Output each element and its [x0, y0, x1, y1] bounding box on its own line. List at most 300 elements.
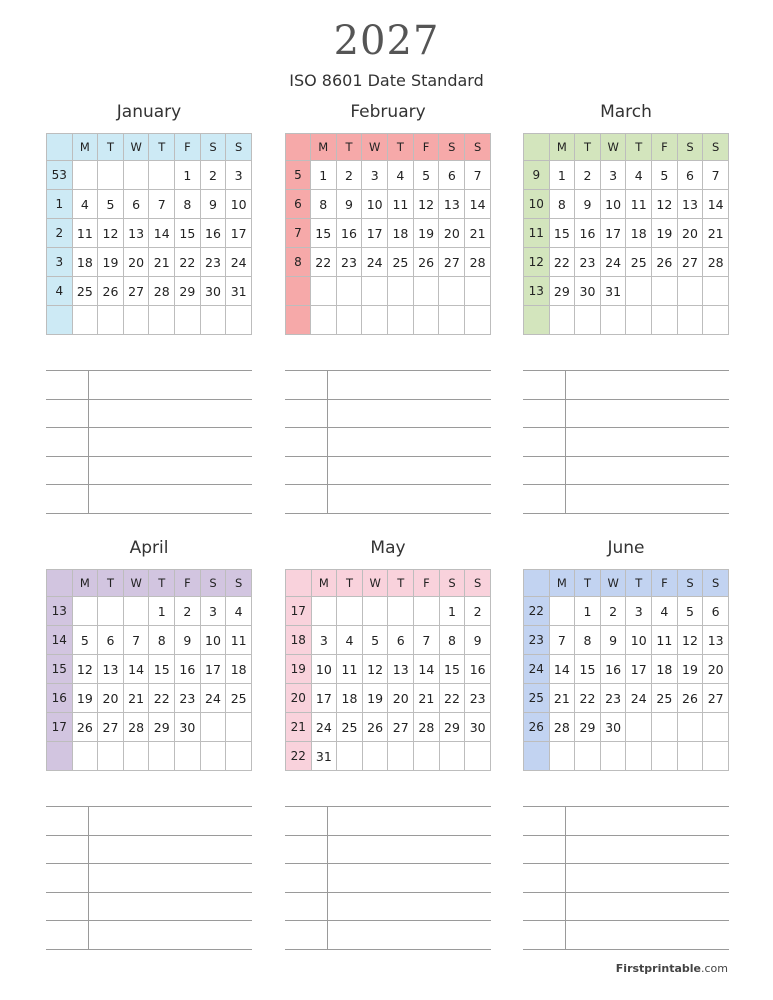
day-cell: 11 — [388, 190, 414, 219]
weekday-header: T — [388, 134, 414, 161]
note-line — [523, 806, 729, 807]
day-cell: 2 — [175, 597, 201, 626]
day-cell: 23 — [575, 248, 601, 277]
day-cell: 14 — [465, 190, 491, 219]
day-cell: 15 — [575, 655, 601, 684]
day-cell: 26 — [98, 277, 124, 306]
week-number: 53 — [47, 161, 73, 190]
week-number: 11 — [524, 219, 550, 248]
week-number: 15 — [47, 655, 73, 684]
note-line — [523, 920, 729, 921]
week-row — [47, 655, 252, 684]
day-cell — [98, 742, 124, 771]
day-cell: 28 — [414, 713, 440, 742]
week-number — [524, 306, 550, 335]
day-cell: 29 — [575, 713, 601, 742]
note-line — [523, 484, 729, 485]
day-cell — [311, 597, 337, 626]
weekday-header: T — [337, 570, 363, 597]
note-line — [285, 863, 491, 864]
day-cell — [149, 742, 175, 771]
weekday-header: T — [626, 570, 652, 597]
month-grid — [523, 569, 729, 771]
day-cell: 28 — [123, 713, 149, 742]
day-cell: 4 — [388, 161, 414, 190]
day-cell — [98, 161, 124, 190]
day-cell: 24 — [311, 713, 337, 742]
day-cell: 8 — [149, 626, 175, 655]
day-cell: 28 — [549, 713, 575, 742]
day-cell — [626, 306, 652, 335]
week-number: 2 — [47, 219, 73, 248]
week-row — [286, 742, 491, 771]
day-cell: 15 — [549, 219, 575, 248]
weekday-header: W — [362, 134, 388, 161]
day-cell: 23 — [465, 684, 491, 713]
note-line — [285, 513, 491, 514]
day-cell: 19 — [72, 684, 98, 713]
week-number: 1 — [47, 190, 73, 219]
day-cell: 11 — [626, 190, 652, 219]
day-cell: 23 — [336, 248, 362, 277]
day-cell: 13 — [388, 655, 414, 684]
day-cell — [413, 306, 439, 335]
day-cell — [362, 277, 388, 306]
week-number: 13 — [47, 597, 73, 626]
day-cell — [388, 277, 414, 306]
week-row — [286, 277, 491, 306]
day-cell — [677, 306, 703, 335]
week-row — [524, 190, 729, 219]
day-cell: 5 — [362, 626, 388, 655]
day-cell: 6 — [677, 161, 703, 190]
day-cell — [336, 277, 362, 306]
notes-lines — [46, 370, 252, 514]
week-row — [286, 306, 491, 335]
weekday-header: F — [652, 570, 678, 597]
day-cell — [98, 306, 124, 335]
week-row — [524, 248, 729, 277]
day-cell: 17 — [626, 655, 652, 684]
notes-lines — [285, 806, 491, 950]
day-cell: 6 — [703, 597, 729, 626]
day-cell — [123, 742, 149, 771]
day-cell: 10 — [600, 190, 626, 219]
week-number: 22 — [524, 597, 550, 626]
month-title: April — [129, 538, 169, 558]
day-cell — [549, 742, 575, 771]
day-cell: 7 — [703, 161, 729, 190]
month-grid — [46, 569, 252, 771]
week-number-corner — [286, 570, 312, 597]
note-line — [285, 835, 491, 836]
week-number: 21 — [286, 713, 312, 742]
note-line — [46, 513, 252, 514]
day-cell — [626, 713, 652, 742]
week-row — [47, 684, 252, 713]
note-line — [523, 949, 729, 950]
day-cell: 23 — [175, 684, 201, 713]
week-row — [524, 306, 729, 335]
note-line — [46, 892, 252, 893]
day-cell: 31 — [600, 277, 626, 306]
day-cell: 10 — [626, 626, 652, 655]
note-line — [46, 399, 252, 400]
week-row — [47, 742, 252, 771]
note-divider — [327, 806, 328, 949]
weekday-header: W — [362, 570, 388, 597]
day-cell: 16 — [175, 655, 201, 684]
day-cell — [362, 597, 388, 626]
day-cell: 7 — [149, 190, 175, 219]
day-cell — [549, 597, 575, 626]
day-cell: 22 — [575, 684, 601, 713]
note-line — [285, 399, 491, 400]
day-cell: 19 — [677, 655, 703, 684]
day-cell — [123, 306, 149, 335]
day-cell: 6 — [439, 161, 465, 190]
note-line — [285, 806, 491, 807]
weekday-header: S — [677, 570, 703, 597]
day-cell: 4 — [652, 597, 678, 626]
day-cell: 10 — [226, 190, 252, 219]
day-cell: 20 — [123, 248, 149, 277]
note-line — [46, 806, 252, 807]
week-number-corner — [47, 570, 73, 597]
note-line — [285, 892, 491, 893]
day-cell — [652, 742, 678, 771]
weekday-header: T — [149, 570, 175, 597]
weekday-header: W — [123, 134, 149, 161]
day-cell: 26 — [72, 713, 98, 742]
day-cell: 3 — [226, 161, 252, 190]
day-cell: 26 — [362, 713, 388, 742]
week-number: 13 — [524, 277, 550, 306]
day-cell — [310, 277, 336, 306]
day-cell — [465, 742, 491, 771]
day-cell: 30 — [575, 277, 601, 306]
day-cell: 5 — [677, 597, 703, 626]
day-cell: 5 — [413, 161, 439, 190]
weekday-header: M — [549, 570, 575, 597]
day-cell: 21 — [414, 684, 440, 713]
week-number-corner — [524, 134, 550, 161]
day-cell: 4 — [626, 161, 652, 190]
week-number: 26 — [524, 713, 550, 742]
day-cell — [123, 597, 149, 626]
day-cell — [200, 742, 226, 771]
week-row — [286, 597, 491, 626]
day-cell: 25 — [388, 248, 414, 277]
day-cell: 8 — [549, 190, 575, 219]
note-line — [46, 370, 252, 371]
day-cell: 21 — [149, 248, 175, 277]
weekday-header: F — [652, 134, 678, 161]
day-cell: 18 — [337, 684, 363, 713]
weekday-header: S — [200, 570, 226, 597]
day-cell: 20 — [703, 655, 729, 684]
day-cell: 20 — [677, 219, 703, 248]
day-cell — [465, 277, 491, 306]
day-cell: 2 — [465, 597, 491, 626]
day-cell — [72, 742, 98, 771]
day-cell — [439, 742, 465, 771]
day-cell — [549, 306, 575, 335]
weekday-header: T — [336, 134, 362, 161]
day-cell — [652, 713, 678, 742]
week-row — [47, 713, 252, 742]
weekday-header: S — [439, 570, 465, 597]
day-cell: 8 — [439, 626, 465, 655]
day-cell: 4 — [337, 626, 363, 655]
note-line — [46, 835, 252, 836]
weekday-header: W — [600, 570, 626, 597]
day-cell: 23 — [600, 684, 626, 713]
day-cell: 22 — [175, 248, 201, 277]
day-cell: 1 — [149, 597, 175, 626]
week-row — [286, 161, 491, 190]
day-cell — [123, 161, 149, 190]
day-cell — [439, 277, 465, 306]
day-cell: 15 — [310, 219, 336, 248]
note-line — [46, 427, 252, 428]
week-number: 20 — [286, 684, 312, 713]
weekday-header: S — [677, 134, 703, 161]
week-row — [286, 219, 491, 248]
week-number: 22 — [286, 742, 312, 771]
note-line — [285, 427, 491, 428]
day-cell: 20 — [98, 684, 124, 713]
note-line — [523, 456, 729, 457]
month-grid — [285, 133, 491, 335]
day-cell: 9 — [200, 190, 226, 219]
week-number: 14 — [47, 626, 73, 655]
day-cell: 25 — [226, 684, 252, 713]
note-line — [46, 863, 252, 864]
week-row — [286, 713, 491, 742]
day-cell — [72, 306, 98, 335]
day-cell: 25 — [72, 277, 98, 306]
day-cell — [72, 597, 98, 626]
day-cell: 17 — [200, 655, 226, 684]
day-cell: 18 — [226, 655, 252, 684]
day-cell: 16 — [465, 655, 491, 684]
week-row — [524, 626, 729, 655]
week-row — [47, 161, 252, 190]
note-line — [523, 427, 729, 428]
day-cell: 27 — [703, 684, 729, 713]
day-cell: 23 — [200, 248, 226, 277]
month-grid — [285, 569, 491, 771]
day-cell — [626, 742, 652, 771]
day-cell: 9 — [175, 626, 201, 655]
day-cell — [337, 597, 363, 626]
weekday-header: M — [310, 134, 336, 161]
week-number: 8 — [286, 248, 311, 277]
day-cell: 13 — [677, 190, 703, 219]
day-cell — [337, 742, 363, 771]
day-cell — [175, 742, 201, 771]
day-cell: 17 — [226, 219, 252, 248]
day-cell: 22 — [549, 248, 575, 277]
day-cell: 19 — [652, 219, 678, 248]
week-number-corner — [524, 570, 550, 597]
day-cell: 18 — [652, 655, 678, 684]
day-cell: 2 — [575, 161, 601, 190]
note-line — [285, 484, 491, 485]
day-cell: 16 — [336, 219, 362, 248]
note-line — [46, 456, 252, 457]
day-cell: 1 — [175, 161, 201, 190]
day-cell: 5 — [72, 626, 98, 655]
day-cell — [362, 306, 388, 335]
week-row — [524, 219, 729, 248]
day-cell — [703, 306, 729, 335]
day-cell: 4 — [226, 597, 252, 626]
day-cell: 24 — [600, 248, 626, 277]
notes-lines — [285, 370, 491, 514]
day-cell: 15 — [175, 219, 201, 248]
week-number — [524, 742, 550, 771]
day-cell: 3 — [311, 626, 337, 655]
day-cell: 22 — [310, 248, 336, 277]
day-cell — [175, 306, 201, 335]
week-number: 7 — [286, 219, 311, 248]
day-cell: 28 — [149, 277, 175, 306]
week-number: 23 — [524, 626, 550, 655]
day-cell: 7 — [549, 626, 575, 655]
notes-lines — [523, 806, 729, 950]
day-cell: 25 — [626, 248, 652, 277]
day-cell: 13 — [439, 190, 465, 219]
day-cell: 21 — [465, 219, 491, 248]
day-cell: 11 — [652, 626, 678, 655]
day-cell: 27 — [388, 713, 414, 742]
day-cell: 8 — [575, 626, 601, 655]
day-cell: 2 — [200, 161, 226, 190]
week-number: 18 — [286, 626, 312, 655]
day-cell: 24 — [626, 684, 652, 713]
weekday-header: S — [703, 134, 729, 161]
week-number: 6 — [286, 190, 311, 219]
day-cell: 18 — [72, 248, 98, 277]
month-title: May — [370, 538, 406, 558]
day-cell — [226, 306, 252, 335]
day-cell: 31 — [226, 277, 252, 306]
day-cell: 19 — [98, 248, 124, 277]
day-cell — [677, 713, 703, 742]
day-cell: 13 — [123, 219, 149, 248]
day-cell — [600, 306, 626, 335]
notes-lines — [46, 806, 252, 950]
day-cell: 10 — [311, 655, 337, 684]
month-grid — [46, 133, 252, 335]
day-cell — [72, 161, 98, 190]
footer-brand — [616, 962, 728, 975]
day-cell — [98, 597, 124, 626]
year-title: 2027 — [333, 18, 440, 64]
day-cell — [703, 742, 729, 771]
day-cell: 2 — [336, 161, 362, 190]
week-row — [524, 161, 729, 190]
note-divider — [88, 806, 89, 949]
day-cell: 27 — [98, 713, 124, 742]
day-cell: 17 — [600, 219, 626, 248]
day-cell: 14 — [414, 655, 440, 684]
day-cell: 21 — [123, 684, 149, 713]
week-row — [47, 626, 252, 655]
day-cell: 30 — [600, 713, 626, 742]
day-cell: 19 — [413, 219, 439, 248]
week-number — [47, 742, 73, 771]
day-cell: 22 — [439, 684, 465, 713]
month-title: February — [350, 102, 426, 122]
day-cell: 16 — [600, 655, 626, 684]
day-cell: 29 — [549, 277, 575, 306]
week-number: 9 — [524, 161, 550, 190]
day-cell: 21 — [549, 684, 575, 713]
week-number-corner — [286, 134, 311, 161]
weekday-header: F — [175, 570, 201, 597]
day-cell — [149, 161, 175, 190]
day-cell — [226, 713, 252, 742]
weekday-header: F — [414, 570, 440, 597]
weekday-header: S — [226, 570, 252, 597]
week-row — [524, 655, 729, 684]
month-title: March — [600, 102, 652, 122]
day-cell: 14 — [123, 655, 149, 684]
day-cell: 1 — [310, 161, 336, 190]
weekday-header: T — [626, 134, 652, 161]
month-title: January — [116, 102, 182, 122]
day-cell: 6 — [388, 626, 414, 655]
day-cell: 9 — [575, 190, 601, 219]
day-cell: 29 — [439, 713, 465, 742]
day-cell — [200, 306, 226, 335]
week-row — [524, 597, 729, 626]
day-cell: 14 — [149, 219, 175, 248]
week-row — [524, 277, 729, 306]
day-cell: 6 — [123, 190, 149, 219]
day-cell: 9 — [600, 626, 626, 655]
day-cell — [336, 306, 362, 335]
day-cell: 30 — [465, 713, 491, 742]
day-cell: 26 — [677, 684, 703, 713]
weekday-header: W — [600, 134, 626, 161]
week-number — [47, 306, 73, 335]
day-cell — [413, 277, 439, 306]
day-cell: 21 — [703, 219, 729, 248]
day-cell: 24 — [200, 684, 226, 713]
day-cell: 29 — [149, 713, 175, 742]
notes-lines — [523, 370, 729, 514]
week-number: 25 — [524, 684, 550, 713]
weekday-header: T — [388, 570, 414, 597]
week-number: 17 — [47, 713, 73, 742]
day-cell: 3 — [600, 161, 626, 190]
day-cell: 7 — [414, 626, 440, 655]
week-number — [286, 306, 311, 335]
week-row — [286, 684, 491, 713]
day-cell — [626, 277, 652, 306]
day-cell — [414, 597, 440, 626]
day-cell: 16 — [200, 219, 226, 248]
footer-brand-name: Firstprintable — [615, 962, 701, 975]
day-cell — [703, 277, 729, 306]
weekday-header: S — [465, 570, 491, 597]
note-line — [285, 920, 491, 921]
footer-brand-suffix: .com — [701, 962, 728, 975]
